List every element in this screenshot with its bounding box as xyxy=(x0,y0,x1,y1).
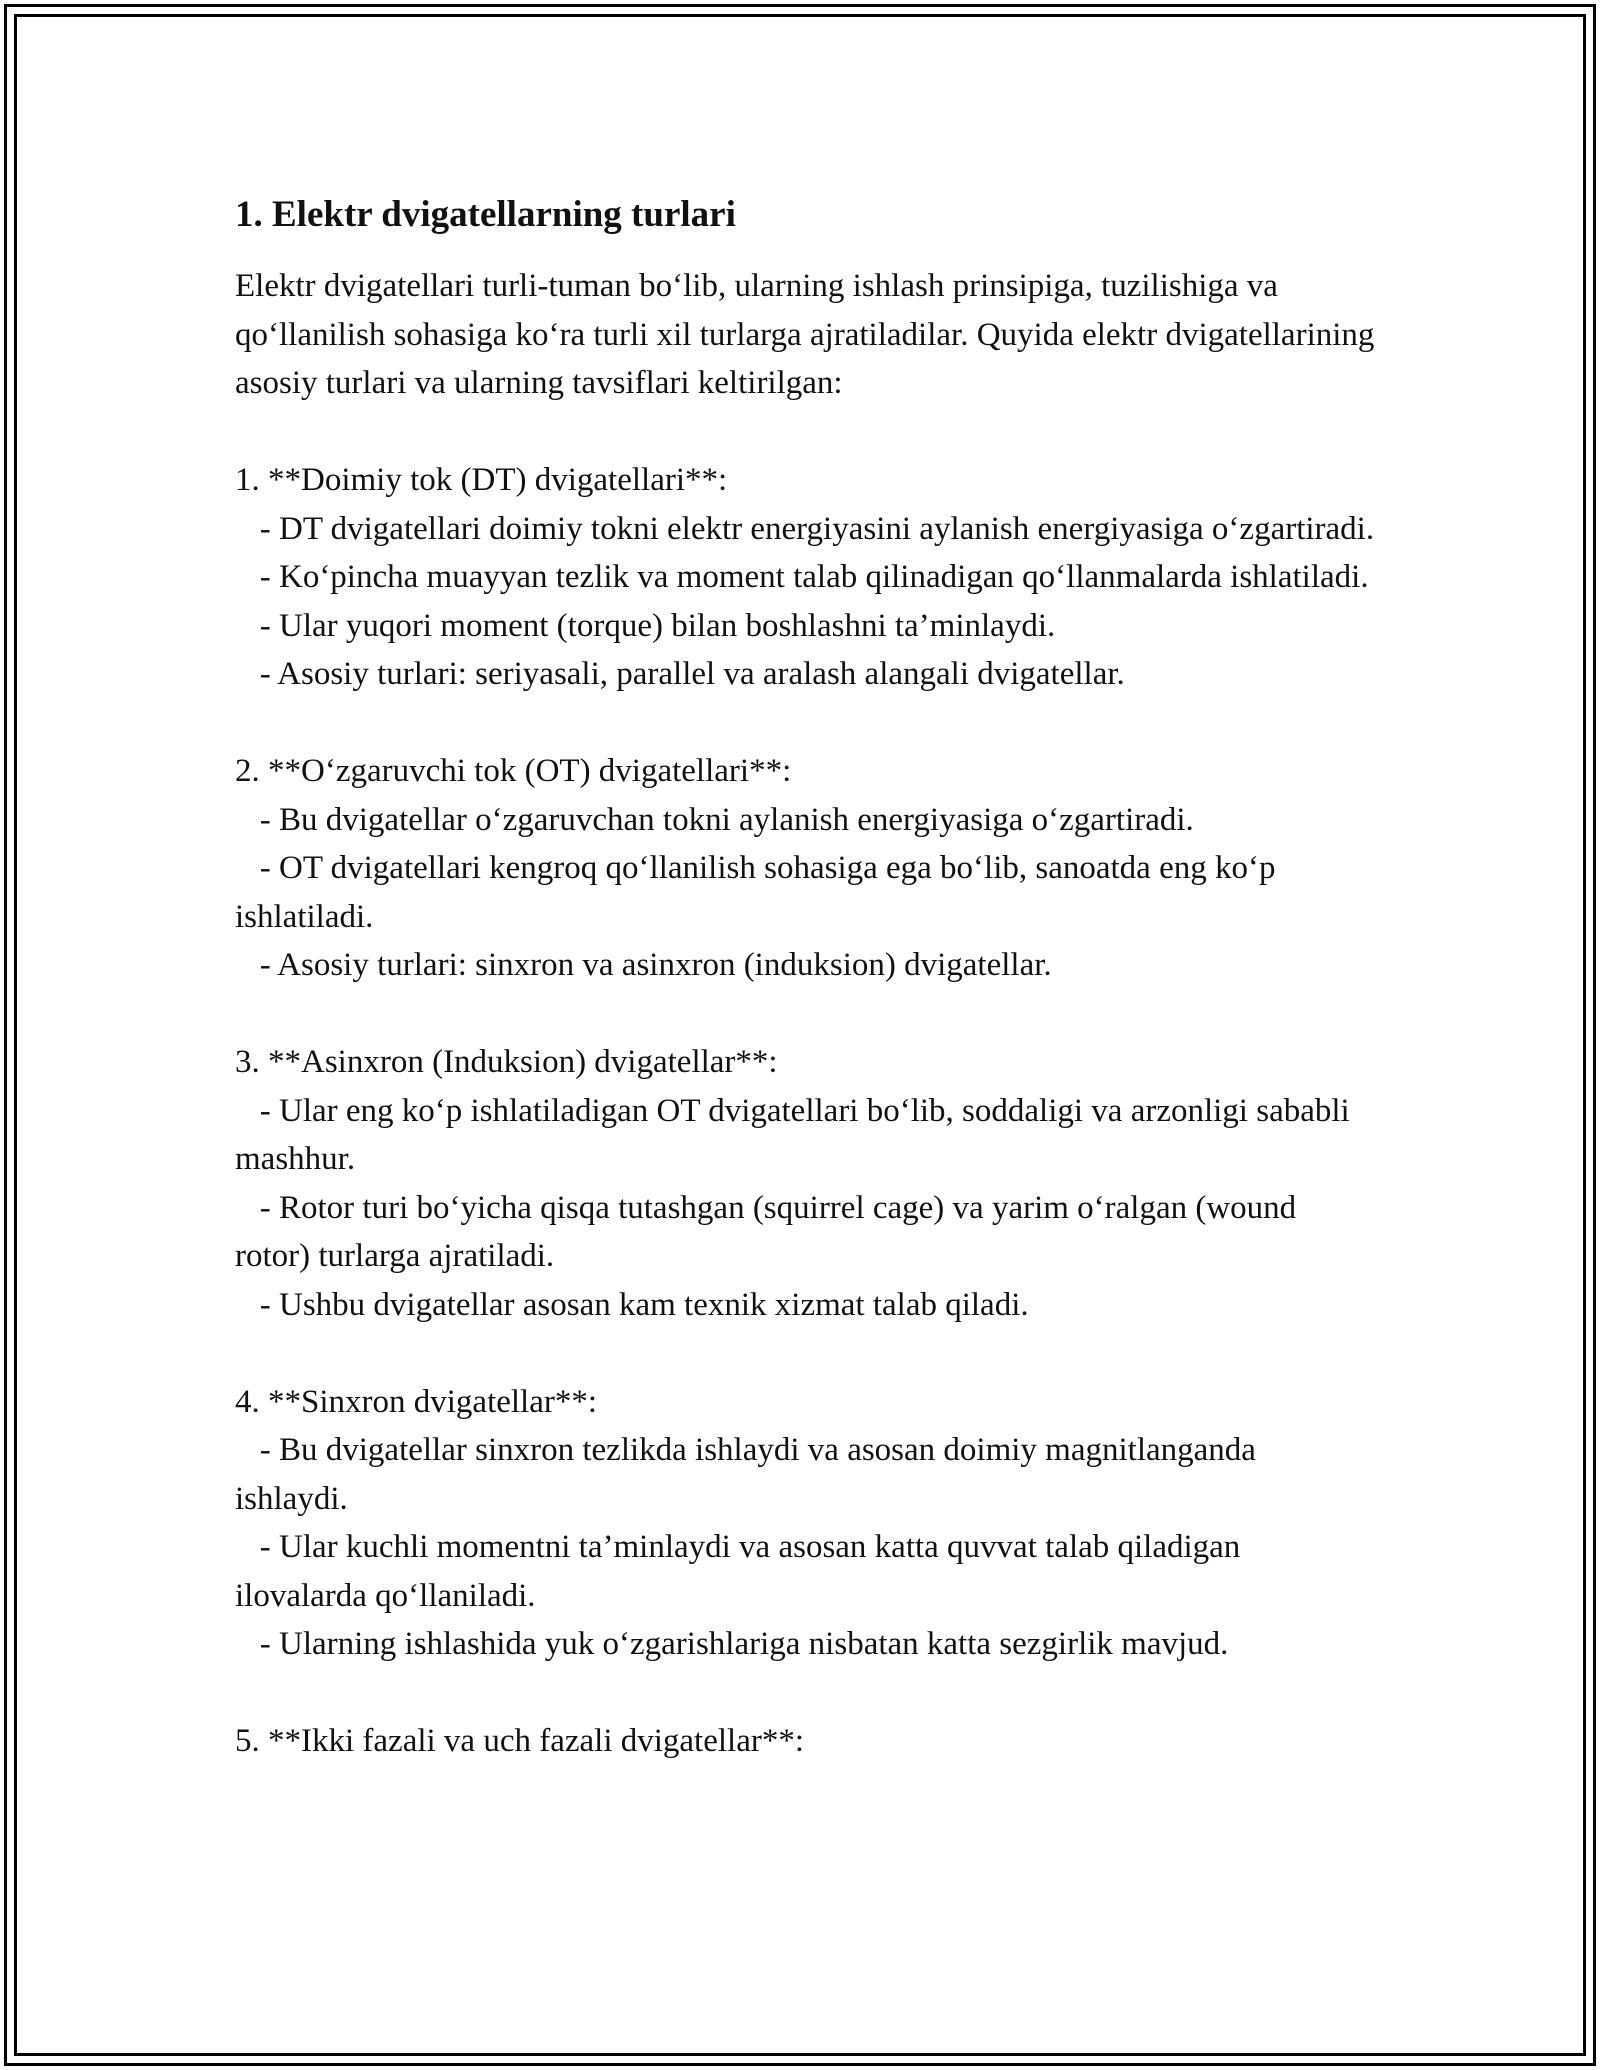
intro-paragraph: Elektr dvigatellari turli-tuman bo‘lib, ularning ishlash prinsipiga, tuzilishiga va qo‘llanilish sohasiga ko‘ra turli xil turlarga ajratiladilar. Quyida elektr dvigatellarining asosiy turlari va ularning tavsiflari keltirilgan: xyxy=(235,268,1375,401)
list-item: - Asosiy turlari: seriyasali, parallel va aralash alangali dvigatellar. xyxy=(259,656,1125,692)
section-title: 4. **Sinxron dvigatellar**: xyxy=(235,1383,598,1420)
section-title: 3. **Asinxron (Induksion) dvigatellar**: xyxy=(235,1044,778,1080)
list-item: - Bu dvigatellar o‘zgaruvchan tokni aylanish energiyasiga o‘zgartiradi. xyxy=(259,801,1194,838)
list-item: - OT dvigatellari kengroq qo‘llanilish sohasiga ega bo‘lib, sanoatda eng ko‘p ishlatiladi. xyxy=(235,850,1284,935)
list-item: - Ko‘pincha muayyan tezlik va moment talab qilinadigan qo‘llanmalarda ishlatiladi. xyxy=(259,559,1369,595)
list-item: - Ular kuchli momentni ta’minlaydi va asosan katta quvvat talab qiladigan ilovalarda qo‘llaniladi. xyxy=(235,1529,1249,1614)
list-item: - Rotor turi bo‘yicha qisqa tutashgan (squirrel cage) va yarim o‘ralgan (wound rotor) turlarga ajratiladi. xyxy=(235,1189,1305,1274)
list-item: - DT dvigatellari doimiy tokni elektr energiyasini aylanish energiyasiga o‘zgartiradi. xyxy=(259,510,1375,547)
section-dt-motors xyxy=(235,456,1375,699)
section-async-motors xyxy=(235,1038,1375,1329)
list-item: - Ular yuqori moment (torque) bilan boshlashni ta’minlaydi. xyxy=(259,607,1056,644)
section-title: 2. **O‘zgaruvchi tok (OT) dvigatellari**: xyxy=(235,753,792,789)
list-item: - Ushbu dvigatellar asosan kam texnik xizmat talab qiladi. xyxy=(259,1286,1029,1323)
list-item: - Ular eng ko‘p ishlatiladigan OT dvigatellari bo‘lib, soddaligi va arzonligi sababli mashhur. xyxy=(235,1092,1358,1177)
list-item: - Asosiy turlari: sinxron va asinxron (induksion) dvigatellar. xyxy=(259,947,1052,983)
document-page xyxy=(235,185,1375,1766)
document-heading: 1. Elektr dvigatellarning turlari xyxy=(235,194,736,235)
section-ot-motors xyxy=(235,747,1375,990)
list-item: - Ularning ishlashida yuk o‘zgarishlariga nisbatan katta sezgirlik mavjud. xyxy=(259,1626,1229,1662)
section-title: 1. **Doimiy tok (DT) dvigatellari**: xyxy=(235,462,728,498)
list-item: - Bu dvigatellar sinxron tezlikda ishlaydi va asosan doimiy magnitlanganda ishlaydi. xyxy=(235,1432,1265,1517)
section-title: 5. **Ikki fazali va uch fazali dvigatellar**: xyxy=(235,1723,805,1759)
section-sync-motors xyxy=(235,1378,1375,1669)
section-phase-motors xyxy=(235,1717,1375,1766)
